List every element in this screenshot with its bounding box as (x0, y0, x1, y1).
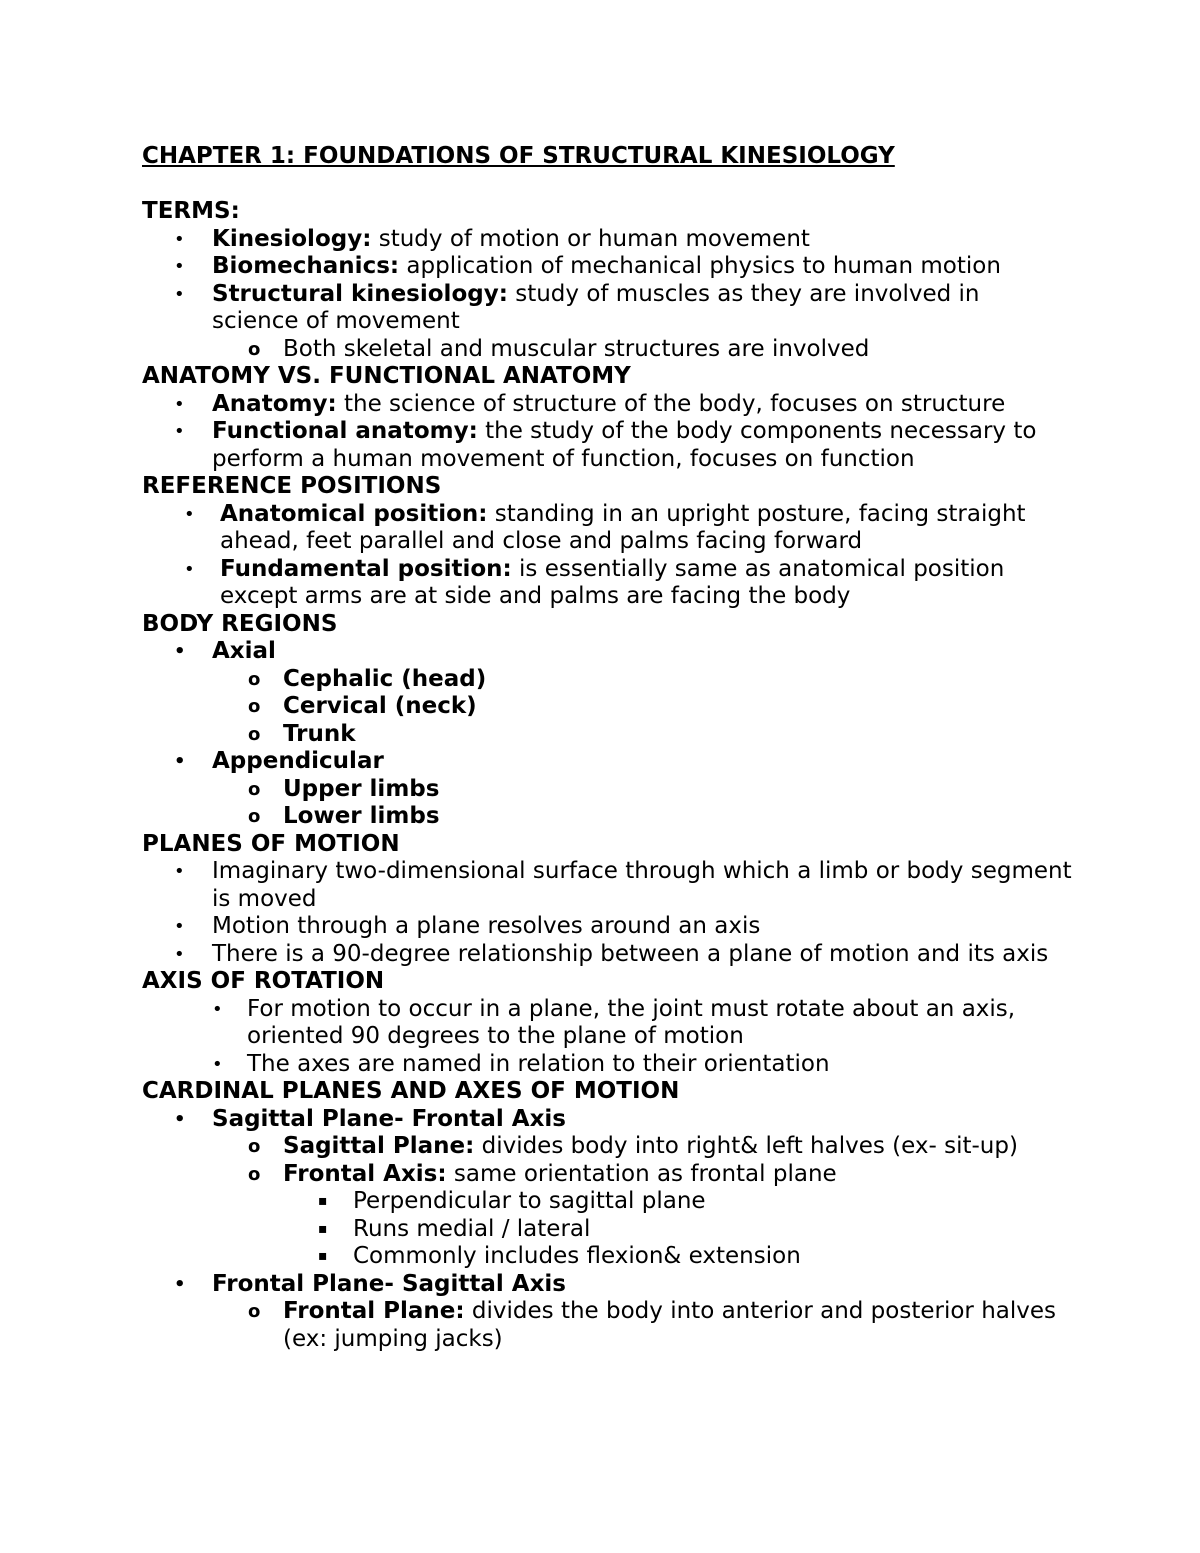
circle-bullet-icon: o (248, 723, 261, 745)
region-label: Appendicular (212, 748, 384, 774)
list-item (142, 858, 1072, 913)
page-title: CHAPTER 1: FOUNDATIONS OF STRUCTURAL KINESIOLOGY (142, 143, 895, 169)
notes-body (142, 198, 1072, 1353)
term-definition: is essentially same as anatomical position except arms are at side and palms are facing the body (220, 555, 1005, 609)
list-item (142, 913, 1072, 941)
disc-bullet-icon: • (174, 228, 185, 250)
list-item (142, 226, 1072, 254)
item-text: Motion through a plane resolves around an axis (212, 913, 761, 939)
list-item (142, 638, 1072, 666)
term-label: Anatomy: (212, 390, 337, 417)
disc-bullet-icon: • (174, 751, 186, 772)
disc-bullet-icon: • (174, 393, 185, 415)
sub-list-item (142, 1298, 1072, 1353)
list-item (142, 1051, 1072, 1079)
disc-bullet-icon: • (174, 283, 185, 305)
region-label: Axial (212, 638, 276, 664)
circle-bullet-icon: o (248, 338, 261, 360)
circle-bullet-icon: o (248, 668, 261, 690)
disc-bullet-icon: • (174, 916, 185, 937)
square-bullet-icon: ▪ (318, 1193, 328, 1209)
list-item (142, 1106, 1072, 1134)
sub-item-text: Runs medial / lateral (353, 1215, 591, 1242)
list-item (142, 418, 1072, 473)
list-item (142, 281, 1072, 336)
sub-list-item (142, 336, 1072, 364)
sub-item-text: Both skeletal and muscular structures are involved (283, 335, 870, 362)
term-definition: the science of structure of the body, focuses on structure (336, 390, 1006, 417)
square-bullet-icon: ▪ (318, 1220, 328, 1237)
term-definition: standing in an upright posture, facing straight ahead, feet parallel and close and palms facing forward (220, 500, 1026, 554)
circle-bullet-icon: o (248, 696, 261, 717)
circle-bullet-icon: o (248, 1301, 261, 1322)
disc-bullet-icon: • (174, 421, 185, 442)
list-item (142, 501, 1072, 556)
disc-bullet-icon: • (174, 641, 186, 662)
sub-item-text: Cervical (neck) (283, 693, 477, 719)
sub-item-text: Commonly includes flexion& extension (353, 1243, 801, 1269)
sub-item-text: Cephalic (head) (283, 665, 487, 692)
term-definition: same orientation as frontal plane (446, 1160, 837, 1187)
term-definition: application of mechanical physics to human motion (399, 253, 1001, 279)
section-heading-planes: PLANES OF MOTION (142, 830, 400, 857)
disc-bullet-icon: • (212, 1053, 223, 1075)
term-label: Structural kinesiology: (212, 280, 508, 307)
disc-bullet-icon: • (174, 1273, 186, 1295)
sub-list-item (142, 1133, 1072, 1161)
list-item (142, 941, 1072, 969)
item-text: The axes are named in relation to their orientation (247, 1050, 830, 1077)
list-item (142, 556, 1072, 611)
list-item (142, 1271, 1072, 1299)
list-item (142, 748, 1072, 776)
sub-list-item (142, 1161, 1072, 1189)
sub-item-text: Perpendicular to sagittal plane (353, 1188, 706, 1214)
term-label: Anatomical position: (220, 500, 488, 527)
term-label: Functional anatomy: (212, 418, 478, 444)
section-heading-cardinal: CARDINAL PLANES AND AXES OF MOTION (142, 1078, 680, 1104)
circle-bullet-icon: o (248, 778, 261, 800)
plane-axis-label: Frontal Plane- Sagittal Axis (212, 1270, 566, 1297)
circle-bullet-icon: o (248, 1163, 261, 1185)
term-definition: divides body into right& left halves (ex- sit-up) (474, 1133, 1018, 1159)
term-definition: the study of the body components necessary to perform a human movement of function, focuses on function (212, 418, 1037, 472)
sub-list-item (142, 693, 1072, 721)
disc-bullet-icon: • (174, 861, 185, 882)
disc-bullet-icon: • (184, 558, 195, 580)
sub-item-text: Lower limbs (283, 803, 440, 829)
sub-sub-list-item (142, 1188, 1072, 1216)
disc-bullet-icon: • (212, 998, 223, 1020)
term-definition: study of muscles as they are involved in science of movement (212, 280, 980, 334)
sub-sub-list-item (142, 1243, 1072, 1271)
term-label: Frontal Axis: (283, 1160, 447, 1187)
disc-bullet-icon: • (174, 1108, 186, 1130)
term-definition: study of motion or human movement (371, 225, 810, 252)
term-label: Sagittal Plane: (283, 1133, 475, 1159)
sub-item-text: Trunk (283, 720, 356, 747)
section-heading-axis: AXIS OF ROTATION (142, 968, 385, 994)
term-label: Biomechanics: (212, 253, 400, 279)
sub-list-item (142, 776, 1072, 804)
circle-bullet-icon: o (248, 806, 261, 827)
section-heading-terms: TERMS: (142, 198, 240, 224)
term-definition: divides the body into anterior and posterior halves (ex: jumping jacks) (283, 1298, 1056, 1352)
disc-bullet-icon: • (174, 256, 185, 277)
item-text: There is a 90-degree relationship between a plane of motion and its axis (212, 940, 1049, 967)
circle-bullet-icon: o (248, 1136, 261, 1157)
item-text: Imaginary two-dimensional surface through which a limb or body segment is moved (212, 858, 1072, 912)
section-heading-reference: REFERENCE POSITIONS (142, 473, 442, 499)
disc-bullet-icon: • (174, 943, 185, 965)
list-item (142, 391, 1072, 419)
sub-list-item (142, 721, 1072, 749)
plane-axis-label: Sagittal Plane- Frontal Axis (212, 1105, 566, 1132)
list-item (142, 253, 1072, 281)
section-heading-anatomy: ANATOMY VS. FUNCTIONAL ANATOMY (142, 363, 631, 389)
section-heading-regions: BODY REGIONS (142, 610, 338, 637)
list-item (142, 996, 1072, 1051)
term-label: Fundamental position: (220, 555, 512, 582)
sub-item-text: Upper limbs (283, 775, 440, 802)
disc-bullet-icon: • (184, 503, 195, 525)
square-bullet-icon: ▪ (318, 1248, 328, 1264)
sub-list-item (142, 803, 1072, 831)
sub-list-item (142, 666, 1072, 694)
sub-sub-list-item (142, 1216, 1072, 1244)
term-label: Kinesiology: (212, 225, 372, 252)
term-label: Frontal Plane: (283, 1298, 465, 1324)
item-text: For motion to occur in a plane, the joint must rotate about an axis, oriented 90 degrees to the plane of motion (247, 995, 1016, 1049)
